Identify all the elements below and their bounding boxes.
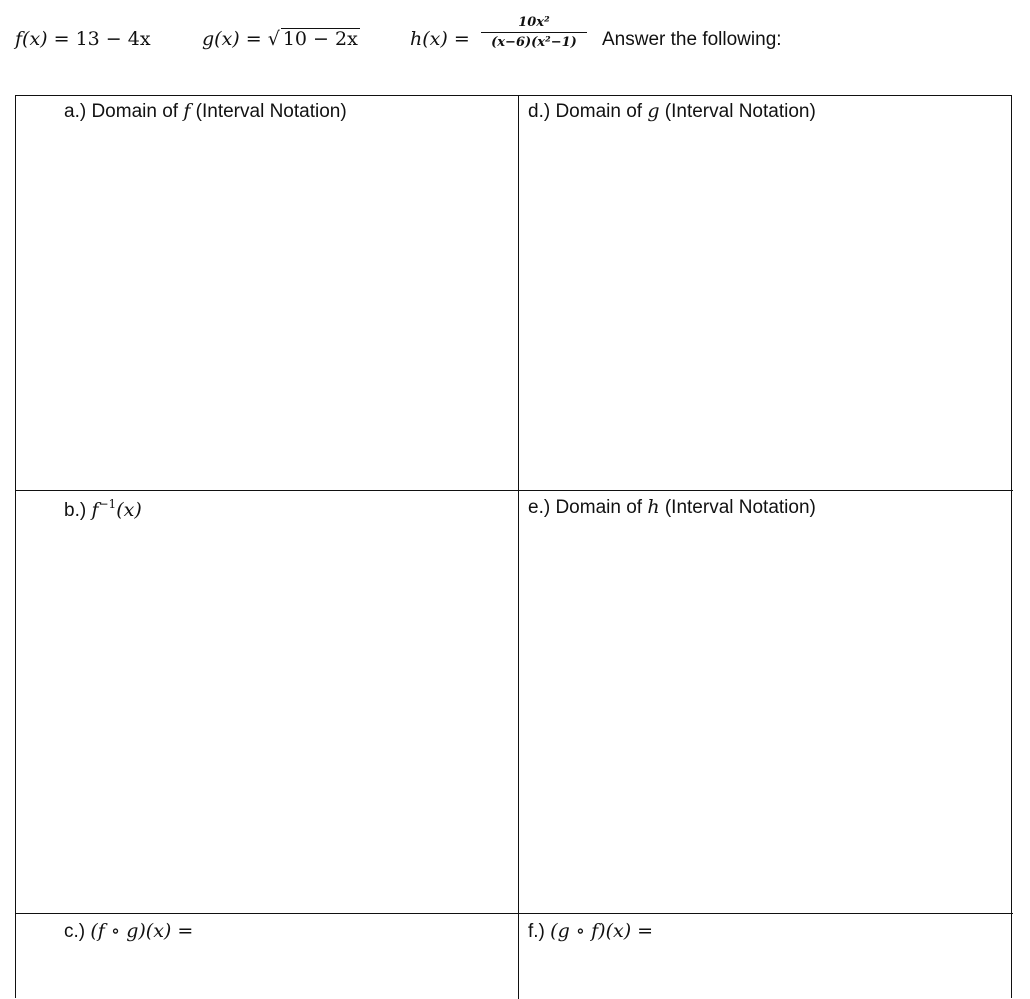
cell-f-prefix: f.) [528, 921, 551, 942]
cell-e-suffix: (Interval Notation) [659, 497, 816, 518]
cell-b-arg: (x) [116, 499, 142, 521]
cell-f-expr: (g ∘ f)(x) = [550, 920, 654, 942]
g-definition [202, 28, 360, 50]
cell-a-prefix: a.) Domain of [64, 101, 184, 122]
cell-a-label [64, 100, 347, 123]
cell-d-suffix: (Interval Notation) [659, 101, 816, 122]
f-rhs: 13 − 4x [75, 28, 151, 50]
h-lhs: h(x) = [410, 28, 470, 50]
h-fraction [481, 14, 587, 51]
h-denominator: (x−6)(x²−1) [491, 35, 577, 50]
answer-grid [15, 95, 1012, 998]
fraction-bar [481, 32, 587, 33]
cell-c-expr: (f ∘ g)(x) = [90, 920, 194, 942]
cell-a-suffix: (Interval Notation) [190, 101, 347, 122]
f-definition [15, 28, 151, 50]
f-lhs: f(x) = [15, 28, 76, 50]
grid-divider-2 [16, 913, 1013, 914]
cell-e-prefix: e.) Domain of [528, 497, 648, 518]
cell-d-prefix: d.) Domain of [528, 101, 648, 122]
cell-a-func: f [183, 100, 191, 122]
cell-b-sup: −1 [98, 497, 117, 511]
g-radicand: 10 − 2x [282, 28, 358, 50]
cell-b-base: f [91, 499, 99, 521]
g-lhs: g(x) = √ [202, 28, 280, 50]
cell-c-prefix: c.) [64, 921, 91, 942]
cell-b-prefix: b.) [64, 500, 92, 521]
cell-b-label [64, 497, 142, 522]
cell-d-func: g [647, 100, 660, 122]
cell-f-label [528, 920, 653, 943]
grid-vertical-divider [518, 96, 519, 999]
h-numerator: 10x² [518, 15, 550, 30]
problem-header [0, 0, 1030, 90]
instruction-text: Answer the following: [602, 29, 782, 50]
cell-e-label [528, 496, 816, 519]
cell-d-label [528, 100, 816, 123]
grid-divider-1 [16, 490, 1013, 491]
cell-e-func: h [647, 496, 660, 518]
cell-c-label [64, 920, 193, 943]
